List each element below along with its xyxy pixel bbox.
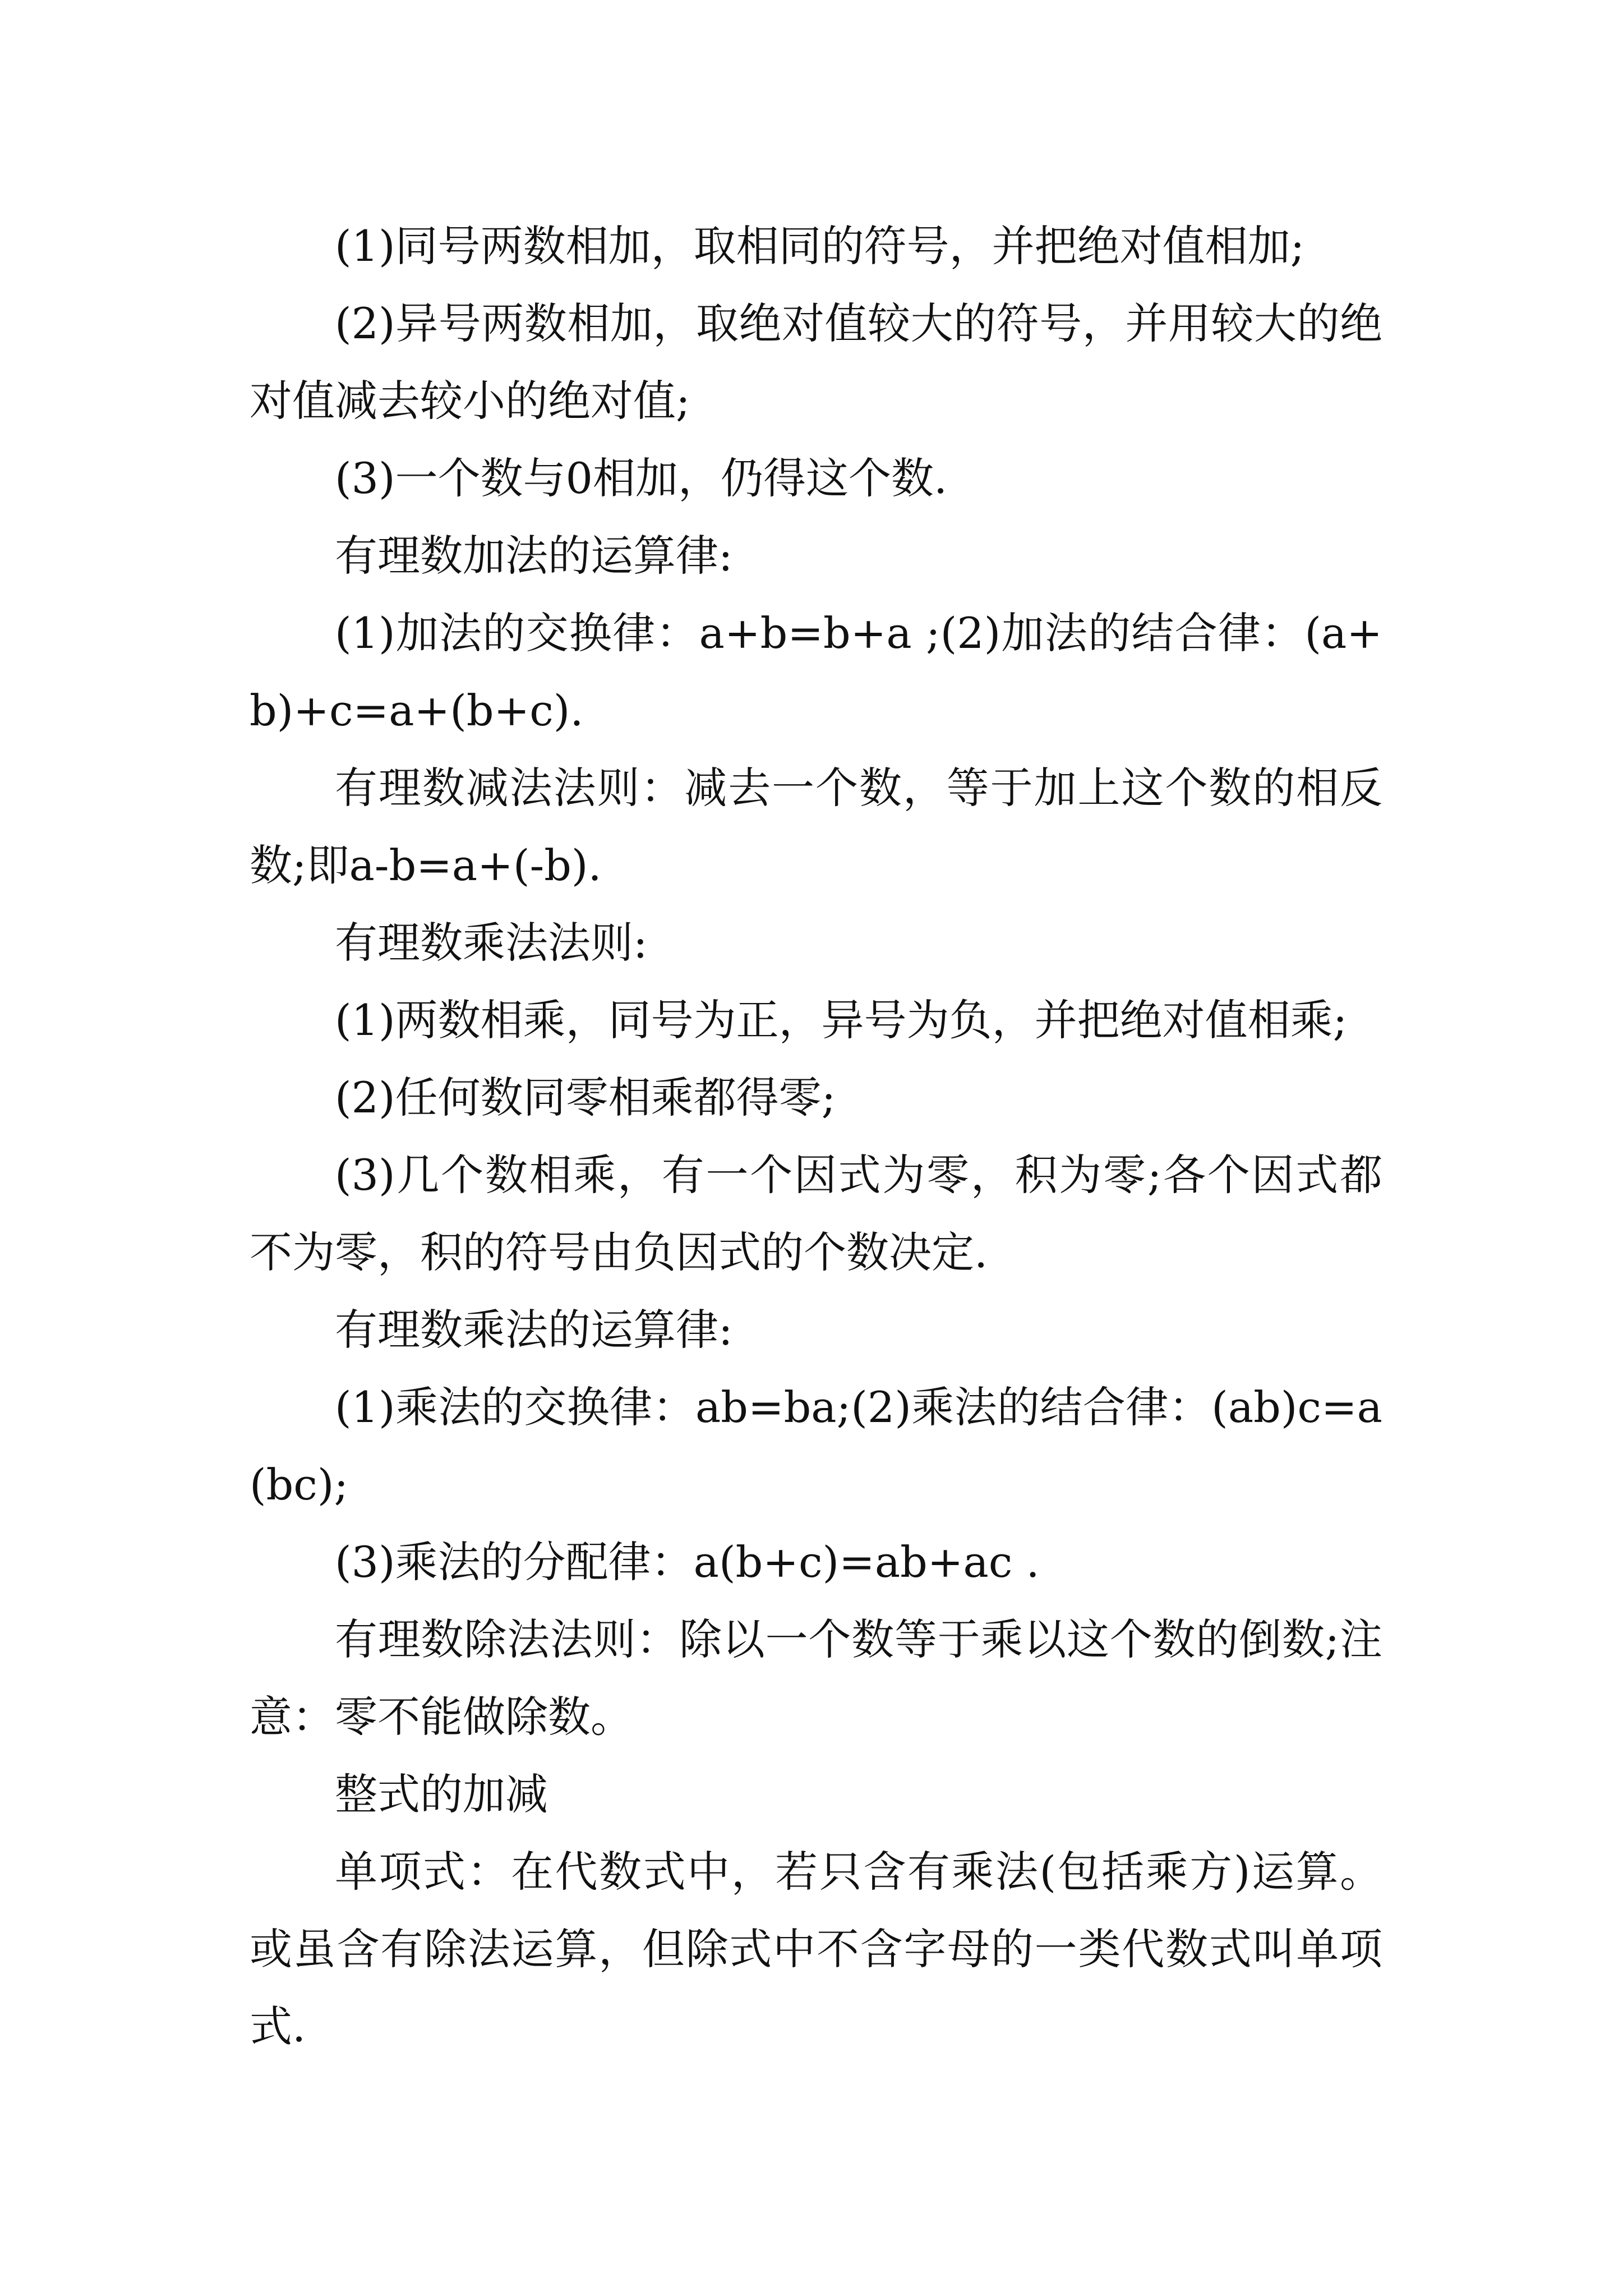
paragraph-section-heading-polynomials: 整式的加减 <box>335 1769 548 1819</box>
paragraph-division-rule: 有理数除法法则：除以一个数等于乘以这个数的倒数;注意：零不能做除数。 <box>250 1614 1382 1742</box>
paragraph-addition-laws-heading: 有理数加法的运算律: <box>335 531 733 581</box>
paragraph-rule-addition-same-sign: (1)同号两数相加，取相同的符号，并把绝对值相加; <box>335 221 1305 271</box>
paragraph-addition-laws: (1)加法的交换律：a+b=b+a ;(2)加法的结合律：(a+b)+c=a+(b+c). <box>250 608 1382 735</box>
paragraph-multiplication-rule-several: (3)几个数相乘，有一个因式为零，积为零;各个因式都不为零，积的符号由负因式的个数决定. <box>250 1150 1382 1277</box>
paragraph-multiplication-laws-heading: 有理数乘法的运算律: <box>335 1305 733 1355</box>
paragraph-monomial-definition: 单项式：在代数式中，若只含有乘法(包括乘方)运算。或虽含有除法运算，但除式中不含字母的一类代数式叫单项式. <box>250 1847 1382 2051</box>
paragraph-multiplication-rule-zero: (2)任何数同零相乘都得零; <box>335 1073 836 1122</box>
paragraph-multiplication-laws: (1)乘法的交换律：ab=ba;(2)乘法的结合律：(ab)c=a(bc); <box>250 1382 1382 1510</box>
paragraph-multiplication-rule-sign: (1)两数相乘，同号为正，异号为负，并把绝对值相乘; <box>335 995 1348 1045</box>
paragraph-rule-addition-zero: (3)一个数与0相加，仍得这个数. <box>335 453 948 503</box>
paragraph-distributive-law: (3)乘法的分配律：a(b+c)=ab+ac . <box>335 1537 1040 1587</box>
document-body <box>250 208 1382 2065</box>
paragraph-rule-addition-different-sign: (2)异号两数相加，取绝对值较大的符号，并用较大的绝对值减去较小的绝对值; <box>250 298 1382 426</box>
paragraph-subtraction-rule: 有理数减法法则：减去一个数，等于加上这个数的相反数;即a-b=a+(-b). <box>250 763 1382 890</box>
paragraph-multiplication-rule-heading: 有理数乘法法则: <box>335 918 648 968</box>
